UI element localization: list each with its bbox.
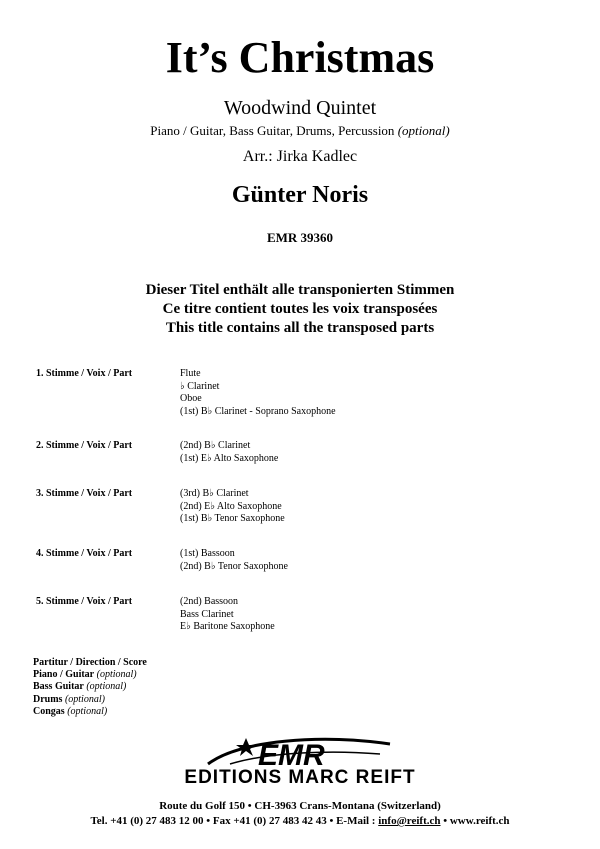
instrumentation-text: Piano / Guitar, Bass Guitar, Drums, Percussion bbox=[150, 123, 395, 138]
part-4-instruments bbox=[180, 548, 288, 573]
emr-logo bbox=[200, 734, 400, 770]
part-1-instruments bbox=[180, 368, 336, 418]
instrument: Flute bbox=[180, 368, 201, 379]
notice-french: Ce titre contient toutes les voix transposées bbox=[162, 301, 438, 317]
part-4-label: 4. Stimme / Voix / Part bbox=[36, 548, 133, 559]
score-label: Partitur / Direction / Score bbox=[33, 657, 147, 668]
part-5-instruments bbox=[180, 596, 275, 634]
contact-prefix: Tel. +41 (0) 27 483 12 00 • Fax +41 (0) 27 483 42 43 • E-Mail : bbox=[90, 815, 379, 827]
part-1-label: 1. Stimme / Voix / Part bbox=[36, 368, 133, 379]
instrument: Oboe bbox=[180, 393, 202, 404]
congas-label: Congas bbox=[33, 705, 65, 717]
instrument: Bass Clarinet bbox=[180, 608, 234, 620]
optional-note: (optional) bbox=[96, 669, 137, 681]
instrumentation-optional: (optional) bbox=[397, 123, 450, 138]
contact-suffix: • www.reift.ch bbox=[440, 815, 510, 827]
composer: Günter Noris bbox=[231, 182, 369, 208]
publisher-contact bbox=[0, 814, 600, 828]
page-title: It’s Christmas bbox=[165, 33, 435, 82]
instrument: (2nd) Bassoon bbox=[180, 596, 239, 607]
part-3-instruments bbox=[180, 488, 285, 526]
instrumentation-line bbox=[0, 123, 600, 139]
optional-note: (optional) bbox=[86, 681, 127, 693]
notice-english: This title contains all the transposed parts bbox=[165, 320, 435, 336]
email-link[interactable]: info@reift.ch bbox=[378, 815, 441, 827]
extra-parts bbox=[33, 657, 147, 718]
optional-note: (optional) bbox=[64, 693, 105, 705]
piano-label: Piano / Guitar bbox=[33, 669, 95, 681]
part-3-label: 3. Stimme / Voix / Part bbox=[36, 488, 133, 499]
publisher-address: Route du Golf 150 • CH-3963 Crans-Montana (Switzerland) bbox=[159, 800, 441, 812]
instrument: (3rd) B♭ Clarinet bbox=[180, 488, 249, 499]
subtitle: Woodwind Quintet bbox=[223, 97, 377, 119]
optional-note: (optional) bbox=[67, 705, 108, 717]
bass-label: Bass Guitar bbox=[33, 681, 84, 693]
catalog-number: EMR 39360 bbox=[266, 230, 334, 245]
notice-german: Dieser Titel enthält alle transponierten Stimmen bbox=[145, 282, 455, 298]
instrument: (2nd) B♭ Clarinet bbox=[180, 440, 251, 451]
instrument: (2nd) E♭ Alto Saxophone bbox=[180, 500, 282, 512]
instrument: (2nd) B♭ Tenor Saxophone bbox=[180, 560, 288, 572]
arranger: Arr.: Jirka Kadlec bbox=[242, 148, 358, 165]
part-2-instruments bbox=[180, 440, 278, 465]
instrument: ♭ Clarinet bbox=[180, 380, 220, 392]
instrument: (1st) B♭ Tenor Saxophone bbox=[180, 513, 285, 524]
instrument: (1st) Bassoon bbox=[180, 548, 235, 559]
instrument: E♭ Baritone Saxophone bbox=[180, 621, 275, 632]
logo-text: EMR bbox=[258, 739, 325, 770]
instrument: (1st) E♭ Alto Saxophone bbox=[180, 452, 279, 464]
part-5-label: 5. Stimme / Voix / Part bbox=[36, 596, 133, 607]
drums-label: Drums bbox=[33, 693, 63, 705]
instrument: (1st) B♭ Clarinet - Soprano Saxophone bbox=[180, 405, 336, 417]
publisher-name: EDITIONS MARC REIFT bbox=[184, 767, 416, 788]
part-2-label: 2. Stimme / Voix / Part bbox=[36, 440, 133, 451]
